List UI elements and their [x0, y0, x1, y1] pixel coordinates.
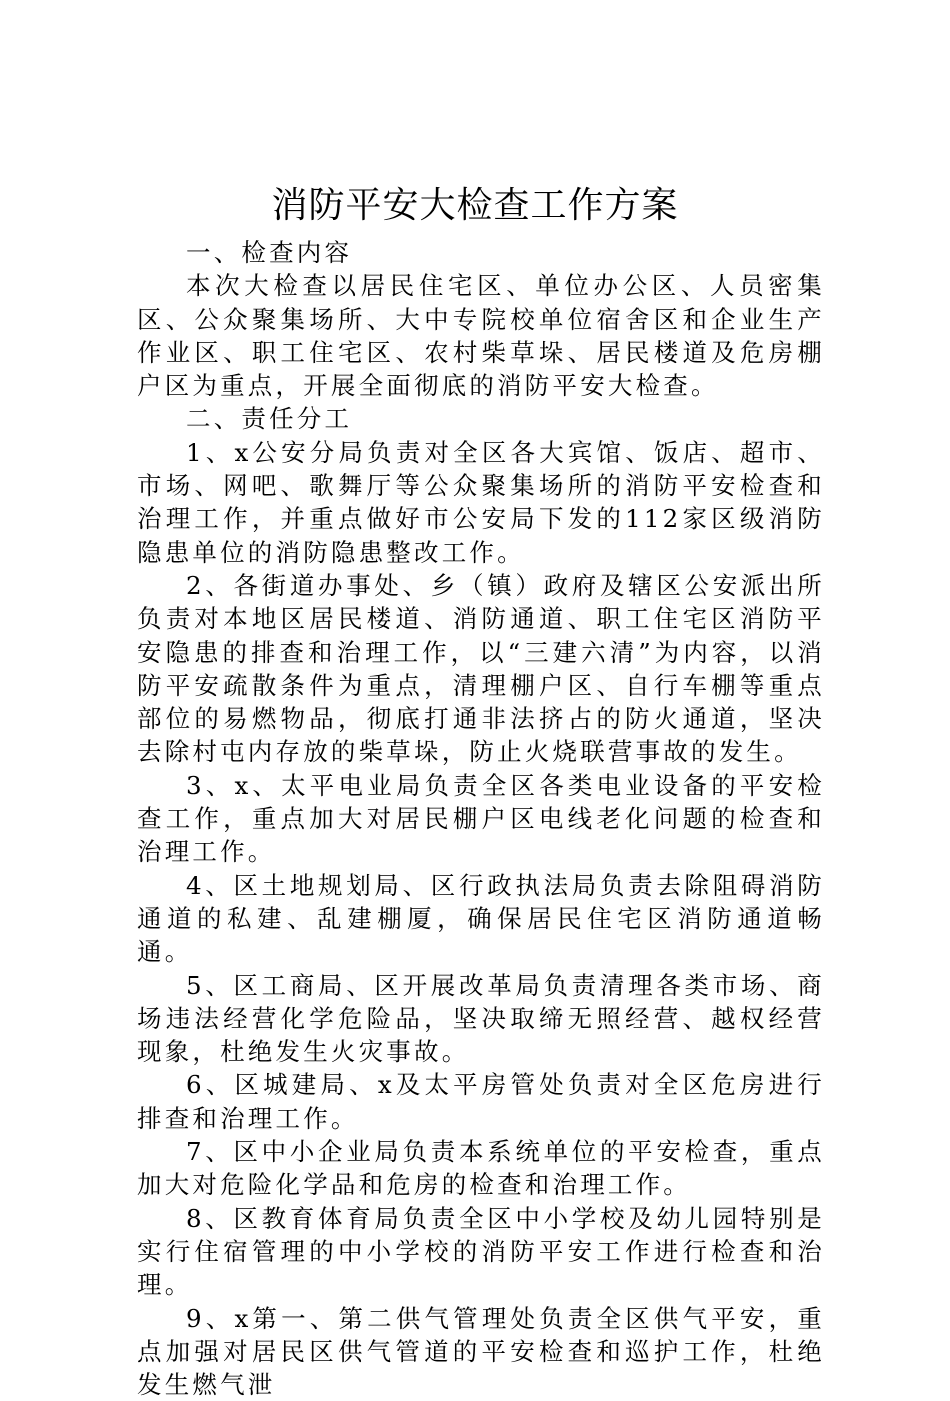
paragraph: 7、区中小企业局负责本系统单位的平安检查，重点加大对危险化学品和危房的检查和治理工作。	[137, 1135, 825, 1202]
paragraph: 2、各街道办事处、乡（镇）政府及辖区公安派出所负责对本地区居民楼道、消防通道、职工住宅区消防平安隐患的排查和治理工作，以“三建六清”为内容，以消防平安疏散条件为重点，清理棚户区、自行车棚等重点部位的易燃物品，彻底打通非法挤占的防火通道，坚决去除村屯内存放的柴草垛，防止火烧联营事故的发生。	[137, 569, 825, 769]
document-body	[137, 236, 825, 1401]
paragraph: 5、区工商局、区开展改革局负责清理各类市场、商场违法经营化学危险品，坚决取缔无照经营、越权经营现象，杜绝发生火灾事故。	[137, 969, 825, 1069]
section-heading: 一、检查内容	[137, 236, 825, 269]
paragraph: 6、区城建局、x及太平房管处负责对全区危房进行排查和治理工作。	[137, 1068, 825, 1135]
paragraph: 本次大检查以居民住宅区、单位办公区、人员密集区、公众聚集场所、大中专院校单位宿舍区和企业生产作业区、职工住宅区、农村柴草垛、居民楼道及危房棚户区为重点，开展全面彻底的消防平安大检查。	[137, 269, 825, 402]
section-heading: 二、责任分工	[137, 402, 825, 435]
document-title: 消防平安大检查工作方案	[0, 180, 950, 232]
paragraph: 9、x第一、第二供气管理处负责全区供气平安，重点加强对居民区供气管道的平安检查和巡护工作，杜绝发生燃气泄	[137, 1302, 825, 1401]
paragraph: 8、区教育体育局负责全区中小学校及幼儿园特别是实行住宿管理的中小学校的消防平安工作进行检查和治理。	[137, 1202, 825, 1302]
paragraph: 3、x、太平电业局负责全区各类电业设备的平安检查工作，重点加大对居民棚户区电线老化问题的检查和治理工作。	[137, 769, 825, 869]
paragraph: 4、区土地规划局、区行政执法局负责去除阻碍消防通道的私建、乱建棚厦，确保居民住宅区消防通道畅通。	[137, 869, 825, 969]
paragraph: 1、x公安分局负责对全区各大宾馆、饭店、超市、市场、网吧、歌舞厅等公众聚集场所的消防平安检查和治理工作，并重点做好市公安局下发的112家区级消防隐患单位的消防隐患整改工作。	[137, 436, 825, 569]
